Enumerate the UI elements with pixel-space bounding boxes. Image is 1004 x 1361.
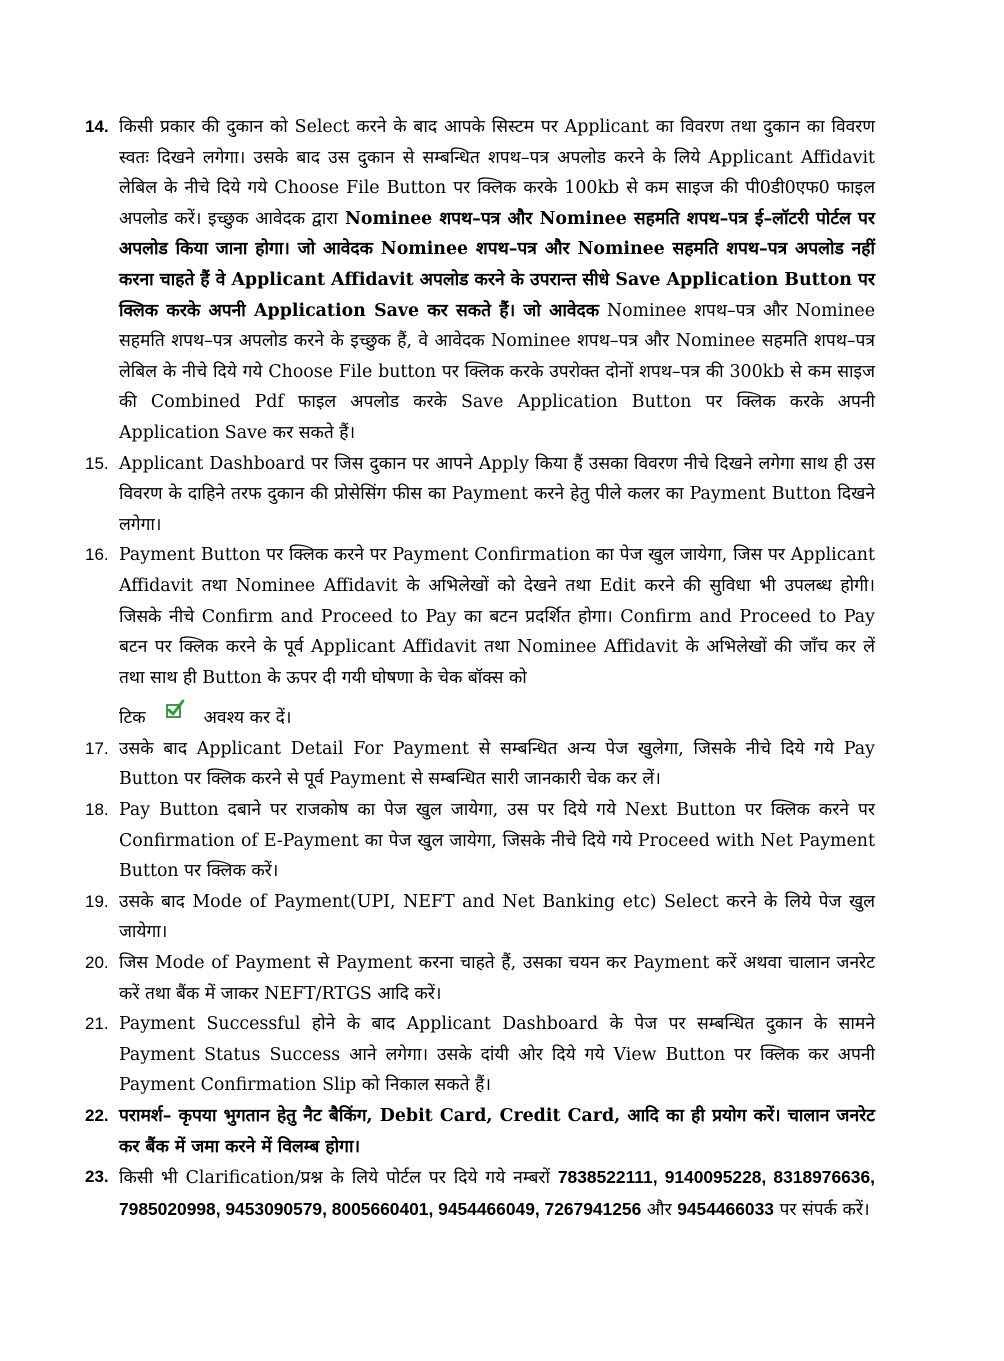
item-text: Payment Button पर क्लिक करने पर Payment Confirmation का पेज खुल जायेगा, जिस पर Applicant Affidavit तथा Nominee Affidavit के अभिलेखों को देखने तथा Edit करने की सुविधा भी उपलब्ध होगी। जिसके नीचे Confirm and Proceed to Pay का बटन प्रदर्शित होगा। Confirm and Proceed to Pay बटन पर क्लिक करने के पूर्व Applicant Affidavit तथा Nominee Affidavit के अभिलेखों की जाँच कर लें तथा साथ ही Button के ऊपर दी गयी घोषणा के चेक बॉक्स को [119, 545, 875, 688]
item-number: 18. [85, 800, 109, 820]
item-text: Payment Successful होने के बाद Applicant Dashboard के पेज पर सम्बन्धित दुकान के सामने Payment Status Success आने लगेगा। उसके दांयी ओर दिये गये View Button पर क्लिक कर अपनी Payment Confirmation Slip को निकाल सकते हैं। [119, 1014, 875, 1096]
item-number: 16. [85, 545, 109, 565]
item-text: जिस Mode of Payment से Payment करना चाहते हैं, उसका चयन कर Payment करें अथवा चालान जनरेट करें तथा बैंक में जाकर NEFT/RTGS आदि करें। [119, 953, 875, 1004]
item-text: Pay Button दबाने पर राजकोष का पेज खुल जायेगा, उस पर दिये गये Next Button पर क्लिक करने पर Confirmation of E-Payment का पेज खुल जायेगा, जिसके नीचे दिये गये Proceed with Net Payment Button पर क्लिक करें। [119, 800, 875, 882]
item-text: उसके बाद Mode of Payment(UPI, NEFT and Net Banking etc) Select करने के लिये पेज खुल जायेगा। [119, 891, 875, 943]
instruction-item-23 [85, 1162, 875, 1225]
item-number: 21. [85, 1014, 109, 1034]
instruction-item-14 [85, 112, 875, 449]
instructions-document [85, 112, 875, 1225]
item-number: 17. [85, 738, 109, 758]
instruction-item-18 [85, 795, 875, 887]
item-text: उसके बाद Applicant Detail For Payment से सम्बन्धित अन्य पेज खुलेगा, जिसके नीचे दिये गये Pay Button पर क्लिक करने से पूर्व Payment से सम्बन्धित सारी जानकारी चेक कर लें। [119, 738, 875, 790]
item-number: 15. [85, 453, 109, 473]
helpline-number-last: 9454466033 [677, 1198, 774, 1219]
tick-after-text: अवश्य कर दें। [203, 708, 292, 729]
tick-line [119, 703, 875, 734]
item-number: 14. [85, 117, 109, 136]
item-text: Nominee शपथ–पत्र और Nominee सहमति शपथ–पत्र अपलोड करने के इच्छुक हैं, वे आवेदक Nominee शपथ–पत्र और Nominee सहमति शपथ–पत्र लेबिल के नीचे दिये गये Choose File button पर क्लिक करके उपरोक्त दोनों शपथ–पत्र की 300kb से कम साइज की Combined Pdf फाइल अपलोड करके Save Application Button पर क्लिक करके अपनी Application Save कर सकते हैं। [119, 300, 875, 443]
item-text: और [641, 1199, 678, 1220]
item-text: किसी प्रकार की दुकान को Select करने के बाद आपके सिस्टम पर Applicant का विवरण तथा दुकान का विवरण स्वतः दिखने लगेगा। उसके बाद उस दुकान से सम्बन्धित शपथ–पत्र अपलोड करने के लिये Applicant Affidavit लेबिल के नीचे दिये गये Choose File Button पर क्लिक करके 100kb से कम साइज की पी0डी0एफ0 फाइल अपलोड करें। इच्छुक आवेदक द्वारा [119, 117, 875, 229]
item-text: पर संपर्क करें। [773, 1199, 870, 1220]
instruction-item-17 [85, 734, 875, 795]
item-number: 20. [85, 953, 109, 973]
instruction-item-19 [85, 887, 875, 948]
instruction-item-16 [85, 540, 875, 734]
instruction-item-15 [85, 449, 875, 541]
instruction-item-22 [85, 1101, 875, 1162]
item-text: Applicant Dashboard पर जिस दुकान पर आपने Apply किया हैं उसका विवरण नीचे दिखने लगेगा साथ ही उस विवरण के दाहिने तरफ दुकान की प्रोसेसिंग फीस का Payment करने हेतु पीले कलर का Payment Button दिखने लगेगा। [119, 453, 875, 535]
item-text-bold: Nominee शपथ–पत्र और Nominee सहमति शपथ–पत्र ई–लॉटरी पोर्टल पर अपलोड किया जाना होगा। जो आवेदक Nominee शपथ–पत्र और Nominee सहमति शपथ–पत्र अपलोड नहीं करना चाहते हैं वे Applicant Affidavit अपलोड करने के उपरान्त सीधे Save Application Button पर क्लिक करके अपनी Application Save कर सकते हैं। जो आवेदक [119, 208, 875, 321]
advice-text: परामर्श– कृपया भुगतान हेतु नैट बैकिंग, Debit Card, Credit Card, आदि का ही प्रयोग करें। चालान जनरेट कर बैंक में जमा करने में विलम्ब होगा। [119, 1106, 875, 1157]
instruction-item-21 [85, 1009, 875, 1101]
item-number: 22. [85, 1106, 109, 1125]
checkbox-checked-icon [164, 698, 186, 720]
helpline-numbers: 7838522111, 9140095228, 8318976636, 7985020998, 9453090579, 8005660401, 9454466049, 7267941256 [119, 1167, 875, 1219]
instruction-item-20 [85, 948, 875, 1009]
tick-before-text: टिक [119, 708, 146, 729]
item-text: किसी भी Clarification/प्रश्न के लिये पोर्टल पर दिये गये नम्बरों [119, 1168, 558, 1189]
item-number: 23. [85, 1167, 109, 1187]
item-number: 19. [85, 891, 109, 911]
